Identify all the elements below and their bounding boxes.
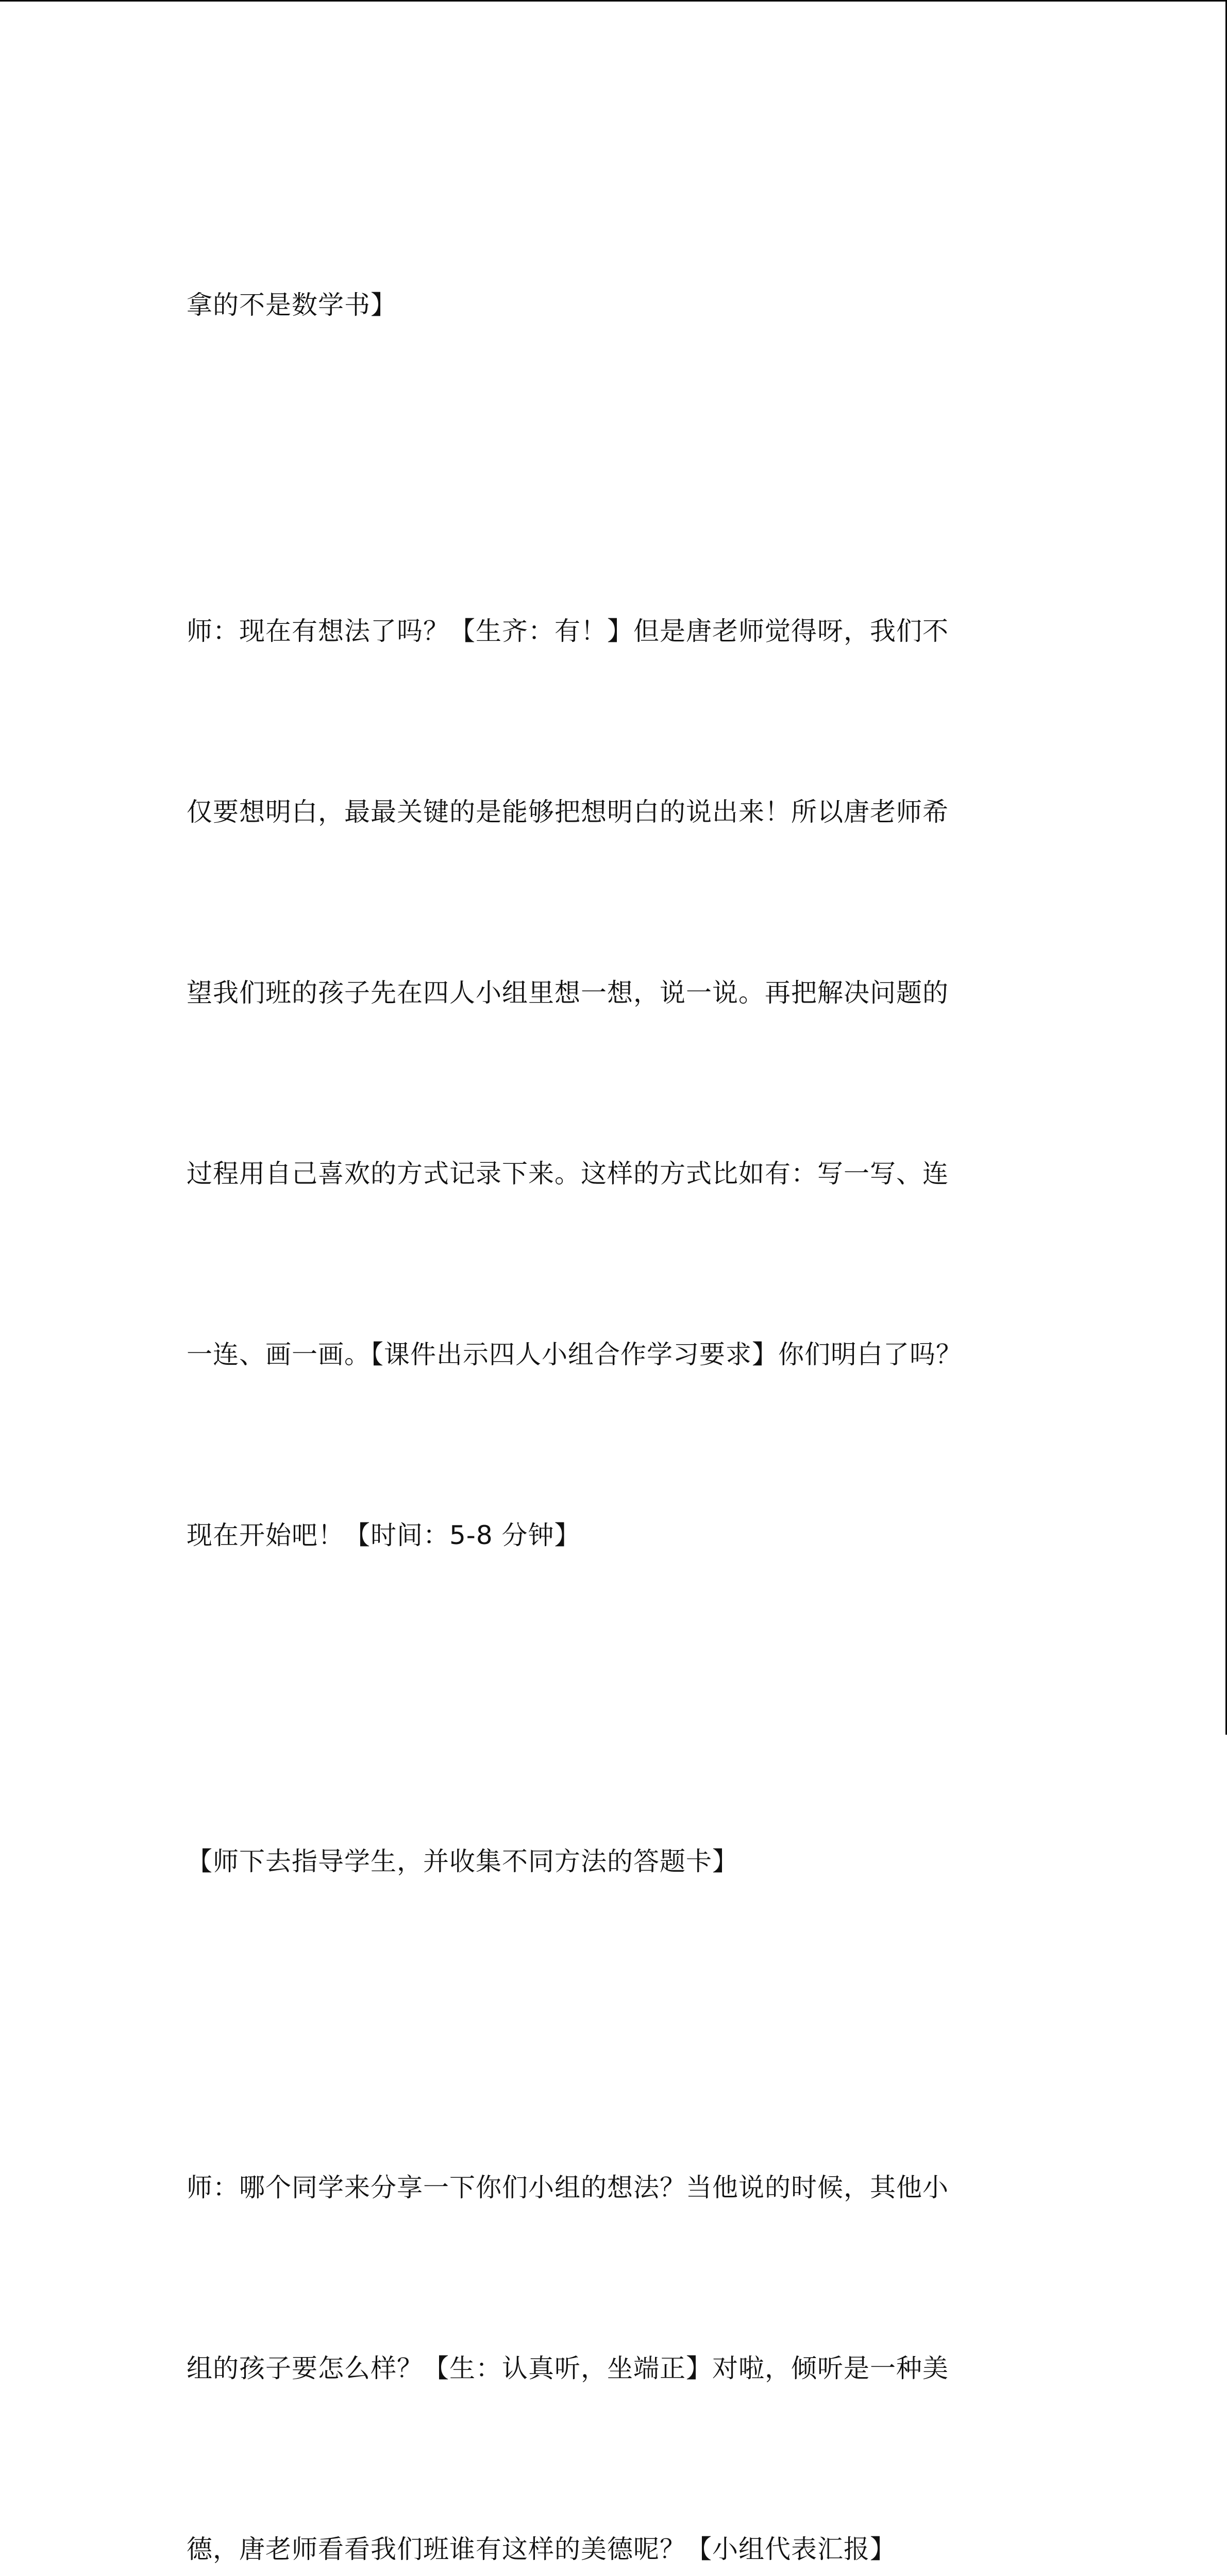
text-line: 一连、画一画。【课件出示四人小组合作学习要求】你们明白了吗？ bbox=[187, 1340, 962, 1369]
paragraph-3 bbox=[187, 1711, 1032, 2012]
text-line: 师：哪个同学来分享一下你们小组的想法？当他说的时候，其他小 bbox=[187, 2173, 949, 2202]
text-line: 现在开始吧！【时间：5-8 分钟】 bbox=[187, 1520, 581, 1550]
text-line: 组的孩子要怎么样？【生：认真听，坐端正】对啦，倾听是一种美 bbox=[187, 2353, 949, 2383]
text-line: 仅要想明白，最最关键的是能够把想明白的说出来！所以唐老师希 bbox=[187, 797, 949, 827]
text-line: 望我们班的孩子先在四人小组里想一想，说一说。再把解决问题的 bbox=[187, 978, 949, 1008]
paragraph-4 bbox=[187, 2037, 1032, 2576]
document-body bbox=[187, 155, 1032, 2576]
paragraph-1 bbox=[187, 155, 1032, 456]
text-line: 师：现在有想法了吗？【生齐：有！】但是唐老师觉得呀，我们不 bbox=[187, 616, 949, 646]
page-border-top bbox=[0, 0, 1227, 2]
paragraph-2 bbox=[187, 481, 1032, 1686]
text-line: 拿的不是数学书】 bbox=[187, 290, 397, 320]
text-line: 德，唐老师看看我们班谁有这样的美德呢？【小组代表汇报】 bbox=[187, 2534, 896, 2564]
text-line: 过程用自己喜欢的方式记录下来。这样的方式比如有：写一写、连 bbox=[187, 1159, 949, 1189]
text-line: 【师下去指导学生，并收集不同方法的答题卡】 bbox=[187, 1846, 738, 1876]
